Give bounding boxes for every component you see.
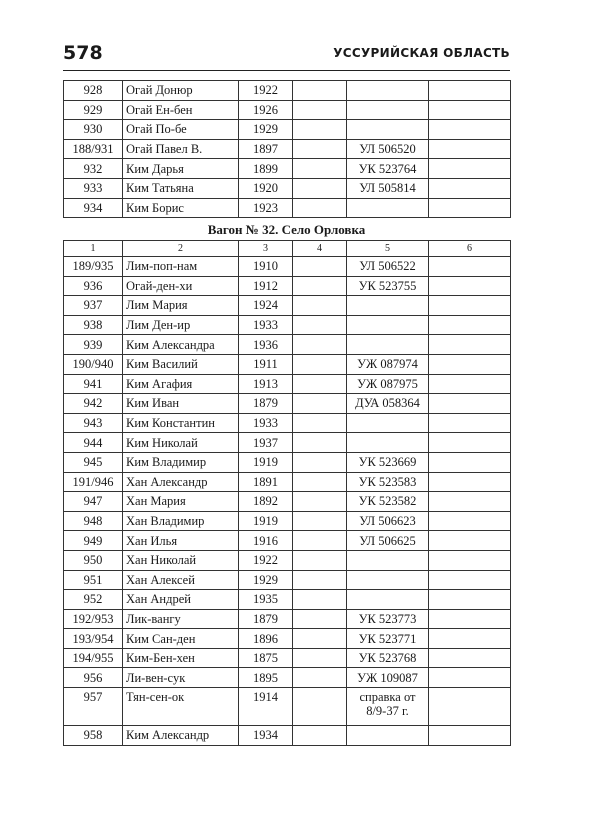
birth-year: 1933: [239, 413, 293, 433]
page-header: [63, 40, 510, 71]
column-6-cell: [429, 159, 511, 179]
column-number: 3: [239, 241, 293, 257]
birth-year: 1879: [239, 609, 293, 629]
wagon-list-table: [63, 240, 511, 746]
column-4-cell: [293, 492, 347, 512]
birth-year: 1916: [239, 531, 293, 551]
record-number: 950: [64, 550, 123, 570]
birth-year: 1911: [239, 354, 293, 374]
column-number: 2: [123, 241, 239, 257]
person-name: Хан Алексей: [123, 570, 239, 590]
section-title: Вагон № 32. Село Орловка: [207, 222, 366, 237]
column-6-cell: [429, 354, 511, 374]
table-row: [64, 472, 511, 492]
person-name: Огай По-бе: [123, 120, 239, 140]
column-4-cell: [293, 100, 347, 120]
document-number: [347, 335, 429, 355]
column-4-cell: [293, 531, 347, 551]
birth-year: 1920: [239, 178, 293, 198]
record-number: 948: [64, 511, 123, 531]
birth-year: 1933: [239, 315, 293, 335]
column-6-cell: [429, 472, 511, 492]
document-number: [347, 570, 429, 590]
birth-year: 1891: [239, 472, 293, 492]
column-4-cell: [293, 726, 347, 746]
birth-year: 1912: [239, 276, 293, 296]
person-name: Ким Александра: [123, 335, 239, 355]
document-number: УЖ 087975: [347, 374, 429, 394]
birth-year: 1937: [239, 433, 293, 453]
person-name: Ким Иван: [123, 394, 239, 414]
person-name: Ким Борис: [123, 198, 239, 218]
document-number: УЛ 506522: [347, 257, 429, 277]
continued-list-table: [63, 80, 511, 218]
page-number: 578: [63, 42, 103, 64]
column-4-cell: [293, 159, 347, 179]
column-6-cell: [429, 492, 511, 512]
document-number: УК 523669: [347, 452, 429, 472]
table-row: [64, 726, 511, 746]
birth-year: 1896: [239, 629, 293, 649]
person-name: Ким Николай: [123, 433, 239, 453]
column-number: 1: [64, 241, 123, 257]
table-row: [64, 648, 511, 668]
birth-year: 1892: [239, 492, 293, 512]
birth-year: 1929: [239, 570, 293, 590]
column-6-cell: [429, 81, 511, 101]
column-6-cell: [429, 590, 511, 610]
table-row: [64, 452, 511, 472]
person-name: Ким Василий: [123, 354, 239, 374]
column-6-cell: [429, 374, 511, 394]
birth-year: 1875: [239, 648, 293, 668]
column-6-cell: [429, 413, 511, 433]
birth-year: 1924: [239, 296, 293, 316]
record-number: 942: [64, 394, 123, 414]
table-row: [64, 120, 511, 140]
document-number: [347, 590, 429, 610]
birth-year: 1879: [239, 394, 293, 414]
column-number-row: [64, 241, 511, 257]
document-number: [347, 550, 429, 570]
record-number: 941: [64, 374, 123, 394]
column-6-cell: [429, 629, 511, 649]
column-6-cell: [429, 531, 511, 551]
column-number: 4: [293, 241, 347, 257]
table-row: [64, 198, 511, 218]
column-4-cell: [293, 472, 347, 492]
document-number: УЖ 087974: [347, 354, 429, 374]
column-4-cell: [293, 570, 347, 590]
birth-year: 1936: [239, 335, 293, 355]
column-4-cell: [293, 609, 347, 629]
document-number: [347, 315, 429, 335]
record-number: 194/955: [64, 648, 123, 668]
person-name: Огай Донюр: [123, 81, 239, 101]
person-name: Тян-сен-ок: [123, 688, 239, 726]
record-number: 936: [64, 276, 123, 296]
person-name: Хан Мария: [123, 492, 239, 512]
column-4-cell: [293, 354, 347, 374]
person-name: Ким Дарья: [123, 159, 239, 179]
column-6-cell: [429, 335, 511, 355]
birth-year: 1913: [239, 374, 293, 394]
document-number: УК 523773: [347, 609, 429, 629]
person-name: Хан Александр: [123, 472, 239, 492]
table-row: [64, 394, 511, 414]
birth-year: 1923: [239, 198, 293, 218]
record-number: 952: [64, 590, 123, 610]
table-row: [64, 433, 511, 453]
document-number: [347, 100, 429, 120]
birth-year: 1935: [239, 590, 293, 610]
person-name: Лим Мария: [123, 296, 239, 316]
birth-year: 1929: [239, 120, 293, 140]
person-name: Ли-вен-сук: [123, 668, 239, 688]
column-4-cell: [293, 629, 347, 649]
document-number: [347, 413, 429, 433]
column-4-cell: [293, 550, 347, 570]
birth-year: 1926: [239, 100, 293, 120]
document-number: УЛ 506520: [347, 139, 429, 159]
document-number: УЛ 506625: [347, 531, 429, 551]
column-4-cell: [293, 139, 347, 159]
column-4-cell: [293, 198, 347, 218]
birth-year: 1934: [239, 726, 293, 746]
record-number: 933: [64, 178, 123, 198]
table-row: [64, 590, 511, 610]
document-number: [347, 198, 429, 218]
record-number: 939: [64, 335, 123, 355]
record-number: 929: [64, 100, 123, 120]
table-row: [64, 413, 511, 433]
record-number: 947: [64, 492, 123, 512]
column-6-cell: [429, 276, 511, 296]
document-number: УК 523764: [347, 159, 429, 179]
document-number: [347, 726, 429, 746]
person-name: Ким Агафия: [123, 374, 239, 394]
document-number: [347, 433, 429, 453]
column-6-cell: [429, 688, 511, 726]
document-number: [347, 81, 429, 101]
column-4-cell: [293, 688, 347, 726]
column-4-cell: [293, 120, 347, 140]
document-number: справка от 8/9-37 г.: [347, 688, 429, 726]
column-4-cell: [293, 590, 347, 610]
record-number: 937: [64, 296, 123, 316]
column-6-cell: [429, 120, 511, 140]
birth-year: 1910: [239, 257, 293, 277]
record-number: 945: [64, 452, 123, 472]
record-number: 192/953: [64, 609, 123, 629]
record-number: 957: [64, 688, 123, 726]
column-6-cell: [429, 394, 511, 414]
column-4-cell: [293, 433, 347, 453]
column-4-cell: [293, 257, 347, 277]
table-row: [64, 511, 511, 531]
document-number: УЛ 505814: [347, 178, 429, 198]
record-number: 932: [64, 159, 123, 179]
person-name: Огай-ден-хи: [123, 276, 239, 296]
column-4-cell: [293, 315, 347, 335]
birth-year: 1922: [239, 550, 293, 570]
table-row: [64, 570, 511, 590]
column-6-cell: [429, 668, 511, 688]
column-4-cell: [293, 276, 347, 296]
table-row: [64, 550, 511, 570]
document-number: [347, 296, 429, 316]
column-6-cell: [429, 511, 511, 531]
table-row: [64, 257, 511, 277]
column-6-cell: [429, 726, 511, 746]
table-row: [64, 354, 511, 374]
document-number: УЖ 109087: [347, 668, 429, 688]
document-number: УК 523771: [347, 629, 429, 649]
document-number: УК 523583: [347, 472, 429, 492]
person-name: Ким Владимир: [123, 452, 239, 472]
record-number: 191/946: [64, 472, 123, 492]
column-6-cell: [429, 178, 511, 198]
column-4-cell: [293, 335, 347, 355]
birth-year: 1897: [239, 139, 293, 159]
record-number: 944: [64, 433, 123, 453]
column-6-cell: [429, 257, 511, 277]
column-number: 6: [429, 241, 511, 257]
column-6-cell: [429, 315, 511, 335]
running-title: УССУРИЙСКАЯ ОБЛАСТЬ: [333, 46, 510, 60]
person-name: Хан Илья: [123, 531, 239, 551]
column-4-cell: [293, 296, 347, 316]
column-4-cell: [293, 413, 347, 433]
record-number: 190/940: [64, 354, 123, 374]
person-name: Лим Ден-ир: [123, 315, 239, 335]
record-number: 188/931: [64, 139, 123, 159]
person-name: Ким Александр: [123, 726, 239, 746]
table-row: [64, 159, 511, 179]
table-row: [64, 315, 511, 335]
person-name: Ким Сан-ден: [123, 629, 239, 649]
column-4-cell: [293, 394, 347, 414]
column-number: 5: [347, 241, 429, 257]
record-number: 943: [64, 413, 123, 433]
table-row: [64, 178, 511, 198]
document-number: УК 523768: [347, 648, 429, 668]
birth-year: 1919: [239, 511, 293, 531]
person-name: Огай Павел В.: [123, 139, 239, 159]
person-name: Ким Константин: [123, 413, 239, 433]
birth-year: 1899: [239, 159, 293, 179]
column-6-cell: [429, 100, 511, 120]
record-number: 934: [64, 198, 123, 218]
birth-year: 1919: [239, 452, 293, 472]
document-number: ДУА 058364: [347, 394, 429, 414]
document-number: УЛ 506623: [347, 511, 429, 531]
document-number: [347, 120, 429, 140]
column-4-cell: [293, 648, 347, 668]
person-name: Лим-поп-нам: [123, 257, 239, 277]
column-6-cell: [429, 609, 511, 629]
person-name: Огай Ен-бен: [123, 100, 239, 120]
table-row: [64, 276, 511, 296]
person-name: Лик-вангу: [123, 609, 239, 629]
table-row: [64, 100, 511, 120]
table-row: [64, 531, 511, 551]
table-row: [64, 629, 511, 649]
record-number: 956: [64, 668, 123, 688]
record-number: 951: [64, 570, 123, 590]
table-row: [64, 139, 511, 159]
column-6-cell: [429, 198, 511, 218]
table-row: [64, 335, 511, 355]
column-6-cell: [429, 452, 511, 472]
person-name: Хан Владимир: [123, 511, 239, 531]
record-number: 928: [64, 81, 123, 101]
column-6-cell: [429, 570, 511, 590]
birth-year: 1895: [239, 668, 293, 688]
birth-year: 1914: [239, 688, 293, 726]
column-6-cell: [429, 296, 511, 316]
person-name: Хан Николай: [123, 550, 239, 570]
column-4-cell: [293, 668, 347, 688]
person-name: Ким Татьяна: [123, 178, 239, 198]
column-4-cell: [293, 178, 347, 198]
record-number: 938: [64, 315, 123, 335]
table-row: [64, 81, 511, 101]
table-row: [64, 374, 511, 394]
table-row: [64, 296, 511, 316]
column-4-cell: [293, 452, 347, 472]
column-4-cell: [293, 374, 347, 394]
column-6-cell: [429, 433, 511, 453]
record-number: 949: [64, 531, 123, 551]
column-4-cell: [293, 81, 347, 101]
record-number: 193/954: [64, 629, 123, 649]
person-name: Ким-Бен-хен: [123, 648, 239, 668]
column-6-cell: [429, 550, 511, 570]
column-6-cell: [429, 648, 511, 668]
table-row: [64, 668, 511, 688]
record-number: 189/935: [64, 257, 123, 277]
column-4-cell: [293, 511, 347, 531]
document-number: УК 523755: [347, 276, 429, 296]
record-number: 930: [64, 120, 123, 140]
table-row: [64, 492, 511, 512]
table-row: [64, 688, 511, 726]
person-name: Хан Андрей: [123, 590, 239, 610]
column-6-cell: [429, 139, 511, 159]
table-row: [64, 609, 511, 629]
document-number: УК 523582: [347, 492, 429, 512]
record-number: 958: [64, 726, 123, 746]
birth-year: 1922: [239, 81, 293, 101]
